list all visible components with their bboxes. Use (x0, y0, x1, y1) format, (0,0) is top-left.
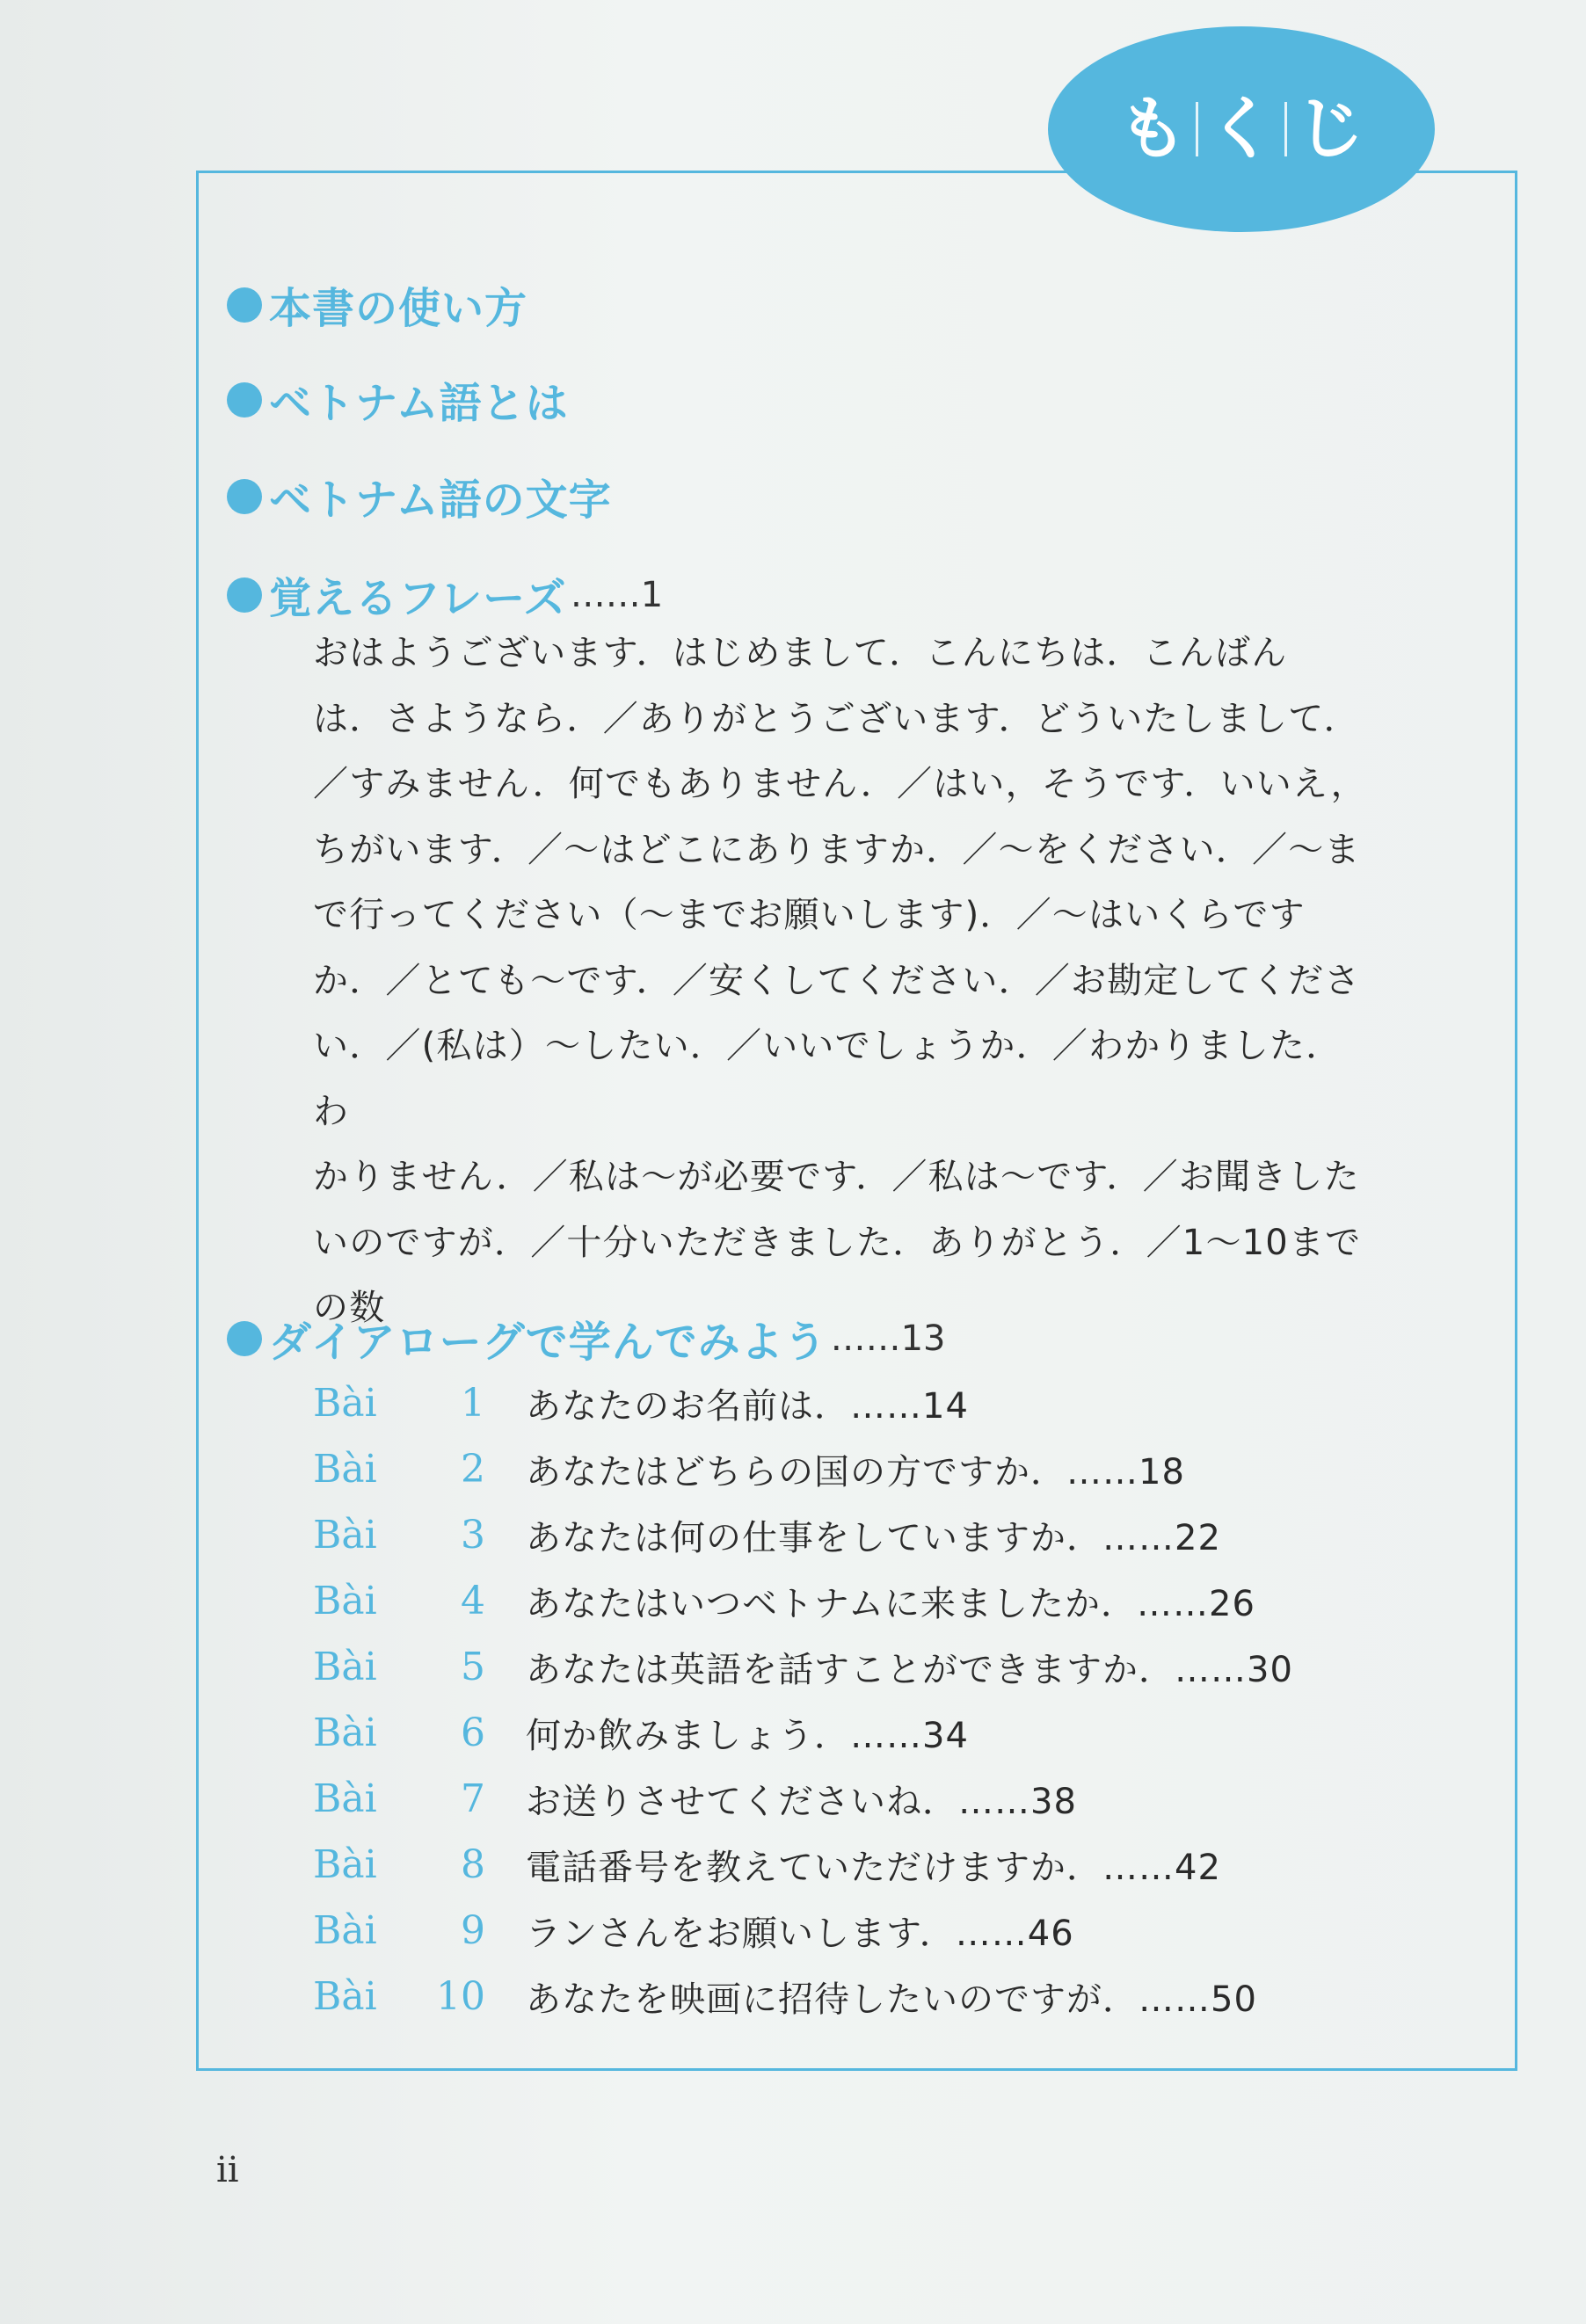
lesson-label (313, 1974, 526, 2019)
phrases-line: おはようございます．はじめまして．こんにちは．こんばん (313, 633, 1288, 673)
lesson-word: Bài (313, 1380, 377, 1426)
lesson-title: あなたはいつベトナムに来ましたか．……26 (526, 1583, 1255, 1624)
lesson-number: 5 (461, 1644, 485, 1689)
lesson-entry-7[interactable] (313, 1772, 1077, 1825)
title-char-ku: く (1206, 90, 1276, 169)
section-title: ダイアローグで学んでみよう (269, 1318, 827, 1367)
bullet-icon (227, 287, 262, 323)
lesson-word: Bài (313, 1907, 377, 1953)
lesson-title: あなたはどちらの国の方ですか．……18 (526, 1451, 1185, 1492)
lesson-word: Bài (313, 1973, 377, 2019)
phrases-line: で行ってください（～までお願いします)．／～はいくらです (313, 895, 1306, 935)
phrases-line: いのですが．／十分いただきました．ありがとう．／1～10まで (313, 1222, 1362, 1263)
phrases-line: い．／(私は）～したい．／いいでしょうか．／わかりました．わ (313, 1026, 1342, 1132)
lesson-number: 1 (461, 1380, 485, 1426)
lesson-word: Bài (313, 1512, 377, 1558)
section-page: ……13 (830, 1318, 946, 1359)
lesson-number: 7 (461, 1776, 485, 1821)
lesson-entry-2[interactable] (313, 1442, 1185, 1495)
lesson-title: あなたのお名前は．……14 (526, 1385, 969, 1427)
phrases-line: は．さようなら．／ありがとうございます．どういたしまして． (313, 698, 1360, 739)
page-number: ii (216, 2150, 239, 2190)
lesson-title: あなたを映画に招待したいのですが．……50 (526, 1979, 1257, 2020)
phrases-line: の数 (313, 1288, 386, 1328)
title-separator (1196, 102, 1198, 156)
title-char-ji: じ (1295, 90, 1364, 169)
lesson-label (313, 1842, 526, 1887)
toc-section-phrases[interactable] (227, 564, 663, 625)
toc-section-how-to-use[interactable] (227, 274, 531, 335)
phrases-line: か．／とても～です．／安くしてください．／お勘定してくださ (313, 960, 1361, 1001)
lesson-entry-10[interactable] (313, 1970, 1257, 2023)
title-separator (1284, 102, 1287, 156)
lesson-number: 4 (461, 1578, 485, 1623)
phrases-line: かりません．／私は～が必要です．／私は～です．／お聞きした (313, 1157, 1360, 1197)
lesson-entry-3[interactable] (313, 1508, 1221, 1561)
phrases-line: ／すみません．何でもありません．／はい，そうです．いいえ， (313, 764, 1367, 804)
phrases-line: ちがいます．／～はどこにありますか．／～をください．／～ま (313, 829, 1361, 870)
contents-title-badge (1048, 26, 1435, 232)
lesson-title: あなたは英語を話すことができますか．……30 (526, 1649, 1293, 1690)
lesson-label (313, 1908, 526, 1953)
lesson-label (313, 1513, 526, 1558)
lesson-title: お送りさせてくださいね．……38 (526, 1781, 1077, 1822)
lesson-entry-1[interactable] (313, 1376, 969, 1429)
lesson-word: Bài (313, 1841, 377, 1887)
title-char-mo: も (1117, 90, 1187, 169)
lesson-label (313, 1645, 526, 1689)
lesson-label (313, 1776, 526, 1821)
lesson-label (313, 1579, 526, 1623)
lesson-label (313, 1447, 526, 1492)
lesson-entry-6[interactable] (313, 1706, 969, 1759)
section-page: ……1 (570, 574, 664, 615)
bullet-icon (227, 382, 262, 418)
bullet-icon (227, 1321, 262, 1356)
lesson-number: 6 (461, 1710, 485, 1755)
lesson-entry-9[interactable] (313, 1904, 1074, 1957)
section-title: 本書の使い方 (269, 284, 528, 333)
toc-section-vietnamese-letters[interactable] (227, 466, 615, 527)
lesson-title: 電話番号を教えていただけますか．……42 (526, 1847, 1221, 1888)
lesson-entry-5[interactable] (313, 1640, 1293, 1693)
lesson-word: Bài (313, 1446, 377, 1492)
lesson-title: 何か飲みましょう．……34 (526, 1715, 969, 1756)
lesson-number: 9 (461, 1907, 485, 1953)
section-title: 覚えるフレーズ (269, 574, 567, 623)
section-title: ベトナム語とは (269, 379, 569, 428)
lesson-label (313, 1710, 526, 1755)
lesson-word: Bài (313, 1710, 377, 1755)
lesson-number: 10 (436, 1973, 485, 2019)
bullet-icon (227, 479, 262, 514)
lesson-entry-4[interactable] (313, 1574, 1255, 1627)
lesson-entry-8[interactable] (313, 1838, 1221, 1891)
lesson-number: 2 (461, 1446, 485, 1492)
bullet-icon (227, 577, 262, 613)
phrases-summary (313, 621, 1368, 1341)
lesson-number: 3 (461, 1512, 485, 1558)
lesson-number: 8 (461, 1841, 485, 1887)
lesson-title: あなたは何の仕事をしていますか．……22 (526, 1517, 1221, 1558)
lesson-word: Bài (313, 1776, 377, 1821)
toc-section-about-vietnamese[interactable] (227, 369, 572, 430)
lesson-word: Bài (313, 1644, 377, 1689)
lesson-title: ランさんをお願いします．……46 (526, 1913, 1074, 1954)
section-title: ベトナム語の文字 (269, 476, 612, 525)
toc-section-dialogues[interactable] (227, 1308, 946, 1369)
lesson-label (313, 1381, 526, 1426)
lesson-word: Bài (313, 1578, 377, 1623)
